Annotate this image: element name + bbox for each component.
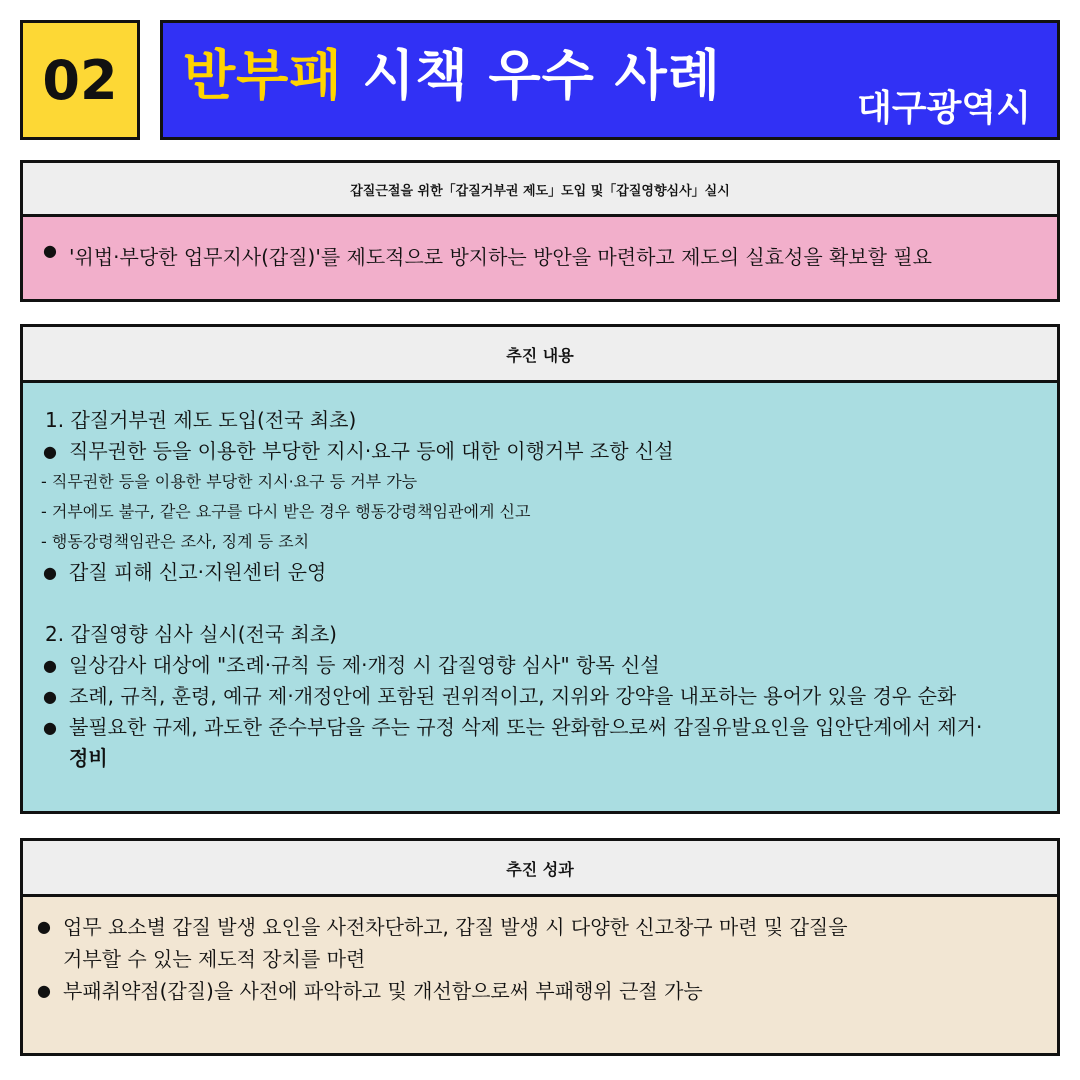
plan-panel bbox=[20, 380, 1060, 814]
plan-section1-bullet: ● 직무권한 등을 이용한 부당한 지시·요구 등에 대한 이행거부 조항 신설 bbox=[41, 436, 1039, 467]
plan-section1-heading: 1. 갑질거부권 제도 도입(전국 최초) bbox=[45, 408, 357, 432]
case-title: 갑질근절을 위한「갑질거부권 제도」도입 및「갑질영향심사」실시 bbox=[20, 160, 1060, 218]
case-background-panel bbox=[20, 214, 1060, 302]
plan-section2-bullet: ● 불필요한 규제, 과도한 준수부담을 주는 규정 삭제 또는 완화함으로써 갑질유발요인을 입안단계에서 제거· bbox=[41, 712, 1039, 743]
plan-section2-heading: 2. 갑질영향 심사 실시(전국 최초) bbox=[45, 622, 337, 646]
result-bullet-continued: 거부할 수 있는 제도적 장치를 마련 bbox=[63, 947, 366, 971]
plan-section2-bullet: ● 일상감사 대상에 "조례·규칙 등 제·개정 시 갑질영향 심사" 항목 신설 bbox=[41, 650, 1039, 681]
case-background-text: ● '위법·부당한 업무지사(갑질)'를 제도적으로 방지하는 방안을 마련하고 제도의 실효성을 확보할 필요 bbox=[41, 241, 1057, 270]
section-number-badge bbox=[20, 20, 140, 140]
section-number: 02 bbox=[42, 48, 118, 112]
plan-section2-bullet-continued bbox=[41, 743, 1039, 774]
bullet-mask bbox=[41, 743, 69, 774]
plan-section2-bullet: ● 조례, 규칙, 훈령, 예규 제·개정안에 포함된 권위적이고, 지위와 강약을 내포하는 용어가 있을 경우 순화 bbox=[41, 681, 1039, 712]
page-title-rest: 시책 우수 사례 bbox=[362, 44, 721, 107]
plan-section1-bullet: ● 갑질 피해 신고·지원센터 운영 bbox=[41, 557, 1039, 588]
plan-section2-bullet-continued-text: 정비 bbox=[69, 746, 108, 770]
city-label: 대구광역시 bbox=[857, 88, 1031, 129]
result-bullet: ● 업무 요소별 갑질 발생 요인을 사전차단하고, 갑질 발생 시 다양한 신고창구 마련 및 갑질을 bbox=[35, 911, 1039, 943]
spacer bbox=[41, 588, 1039, 619]
plan-section1-subitem: - 직무권한 등을 이용한 부당한 지시·요구 등 거부 가능 bbox=[41, 472, 418, 491]
result-bullet: ● 부패취약점(갑질)을 사전에 파악하고 및 개선함으로써 부패행위 근절 가능 bbox=[35, 975, 1039, 1007]
plan-section1-subitem: - 거부에도 불구, 같은 요구를 다시 받은 경우 행동강령책임관에게 신고 bbox=[41, 502, 531, 521]
plan-section1-subitem: - 행동강령책임관은 조사, 징계 등 조치 bbox=[41, 532, 310, 551]
page-title-highlight: 반부패 bbox=[183, 44, 343, 107]
page-title bbox=[183, 33, 721, 110]
result-title: 추진 성과 bbox=[20, 838, 1060, 898]
result-panel bbox=[20, 894, 1060, 1056]
plan-title: 추진 내용 bbox=[20, 324, 1060, 384]
title-banner bbox=[160, 20, 1060, 140]
